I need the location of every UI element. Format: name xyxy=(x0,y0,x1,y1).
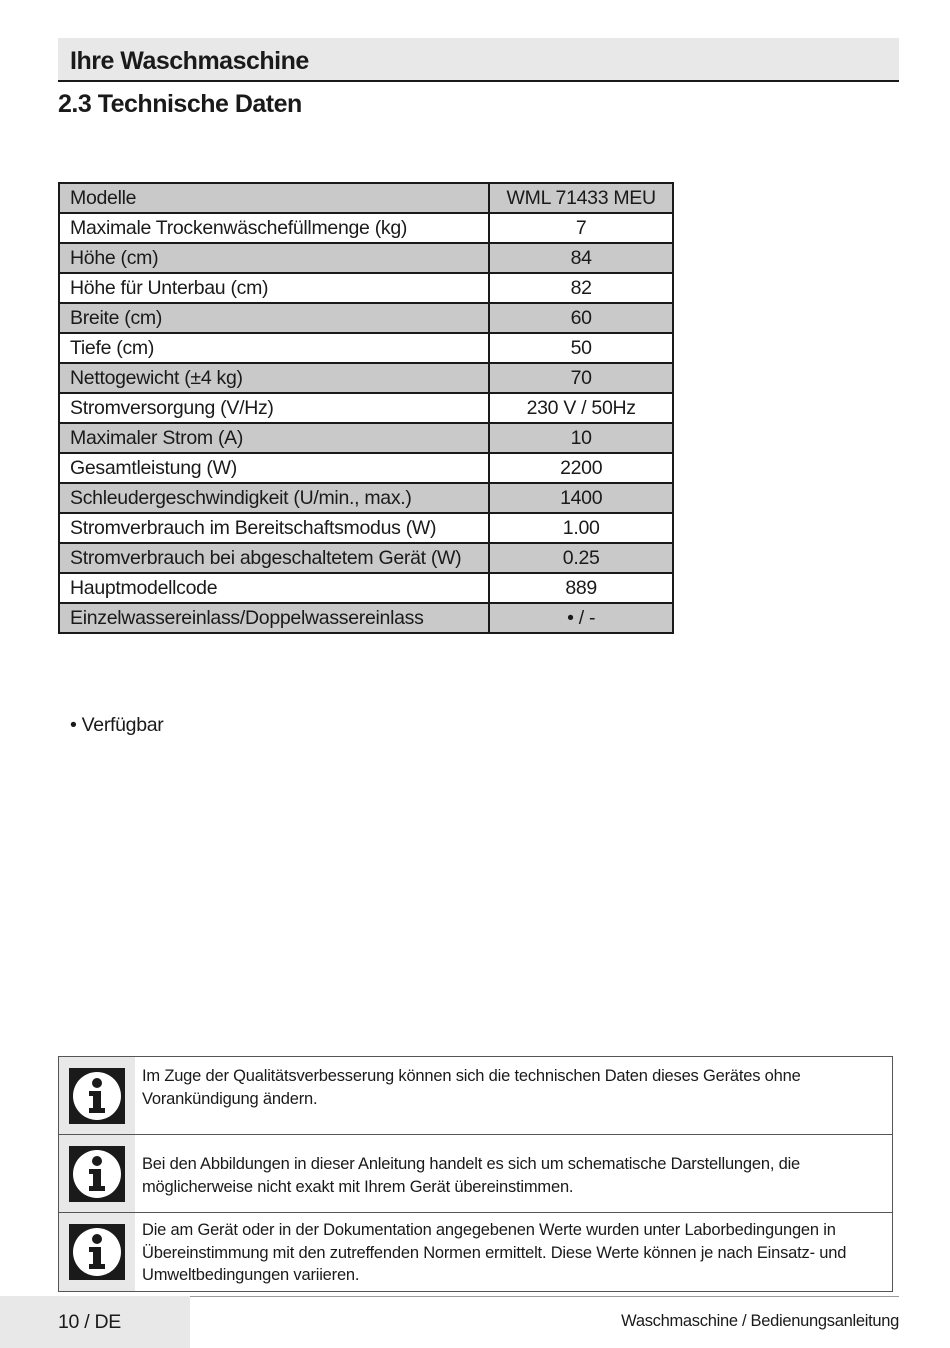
spec-label: Maximale Trockenwäschefüllmenge (kg) xyxy=(59,213,489,243)
spec-value: 230 V / 50Hz xyxy=(489,393,673,423)
spec-label: Breite (cm) xyxy=(59,303,489,333)
info-notes xyxy=(58,1056,893,1292)
spec-label: Einzelwassereinlass/Doppelwassereinlass xyxy=(59,603,489,633)
spec-value: • / - xyxy=(489,603,673,633)
spec-label: Schleudergeschwindigkeit (U/min., max.) xyxy=(59,483,489,513)
spec-value: 82 xyxy=(489,273,673,303)
table-row xyxy=(59,603,673,633)
table-row xyxy=(59,183,673,213)
spec-label: Tiefe (cm) xyxy=(59,333,489,363)
info-note xyxy=(59,1135,892,1213)
info-icon xyxy=(59,1057,135,1134)
spec-label: Modelle xyxy=(59,183,489,213)
spec-value: 2200 xyxy=(489,453,673,483)
spec-label: Höhe für Unterbau (cm) xyxy=(59,273,489,303)
table-row xyxy=(59,363,673,393)
info-icon xyxy=(59,1213,135,1291)
info-note xyxy=(59,1213,892,1291)
spec-value: 10 xyxy=(489,423,673,453)
specs-table xyxy=(58,182,674,634)
table-row xyxy=(59,303,673,333)
note-text: Bei den Abbildungen in dieser Anleitung handelt es sich um schematische Darstellungen, die möglicherweise nicht exakt mit Ihrem Gerät übereinstimmen. xyxy=(142,1155,801,1196)
document-title: Waschmaschine / Bedienungsanleitung xyxy=(621,1312,899,1330)
section-title: 2.3 Technische Daten xyxy=(58,90,302,118)
table-row xyxy=(59,213,673,243)
spec-value: 7 xyxy=(489,213,673,243)
spec-label: Maximaler Strom (A) xyxy=(59,423,489,453)
table-row xyxy=(59,273,673,303)
spec-value: 889 xyxy=(489,573,673,603)
spec-label: Stromversorgung (V/Hz) xyxy=(59,393,489,423)
info-icon xyxy=(59,1135,135,1212)
table-row xyxy=(59,513,673,543)
spec-value: 60 xyxy=(489,303,673,333)
chapter-header xyxy=(58,38,899,82)
spec-value: 1400 xyxy=(489,483,673,513)
note-text: Im Zuge der Qualitätsverbesserung können sich die technischen Daten dieses Gerätes ohne Vorankündigung ändern. xyxy=(142,1067,801,1108)
table-row xyxy=(59,393,673,423)
table-row xyxy=(59,573,673,603)
footer-divider xyxy=(190,1296,899,1297)
spec-value: 84 xyxy=(489,243,673,273)
spec-value: WML 71433 MEU xyxy=(489,183,673,213)
note-text: Die am Gerät oder in der Dokumentation angegebenen Werte wurden unter Laborbedingungen in Übereinstimmung mit den zutreffenden Normen ermittelt. Diese Werte können je nach Einsatz- und Umweltbedingungen variieren. xyxy=(142,1221,847,1284)
table-row xyxy=(59,333,673,363)
table-row xyxy=(59,243,673,273)
spec-value: 1.00 xyxy=(489,513,673,543)
table-footnote: • Verfügbar xyxy=(70,714,164,736)
spec-label: Stromverbrauch im Bereitschaftsmodus (W) xyxy=(59,513,489,543)
spec-value: 70 xyxy=(489,363,673,393)
chapter-title: Ihre Waschmaschine xyxy=(70,47,309,75)
page-number: 10 / DE xyxy=(58,1311,121,1333)
info-note xyxy=(59,1057,892,1135)
table-row xyxy=(59,423,673,453)
spec-label: Höhe (cm) xyxy=(59,243,489,273)
spec-value: 0.25 xyxy=(489,543,673,573)
spec-label: Stromverbrauch bei abgeschaltetem Gerät (W) xyxy=(59,543,489,573)
spec-label: Nettogewicht (±4 kg) xyxy=(59,363,489,393)
spec-label: Gesamtleistung (W) xyxy=(59,453,489,483)
spec-value: 50 xyxy=(489,333,673,363)
table-row xyxy=(59,543,673,573)
table-row xyxy=(59,483,673,513)
spec-label: Hauptmodellcode xyxy=(59,573,489,603)
table-row xyxy=(59,453,673,483)
